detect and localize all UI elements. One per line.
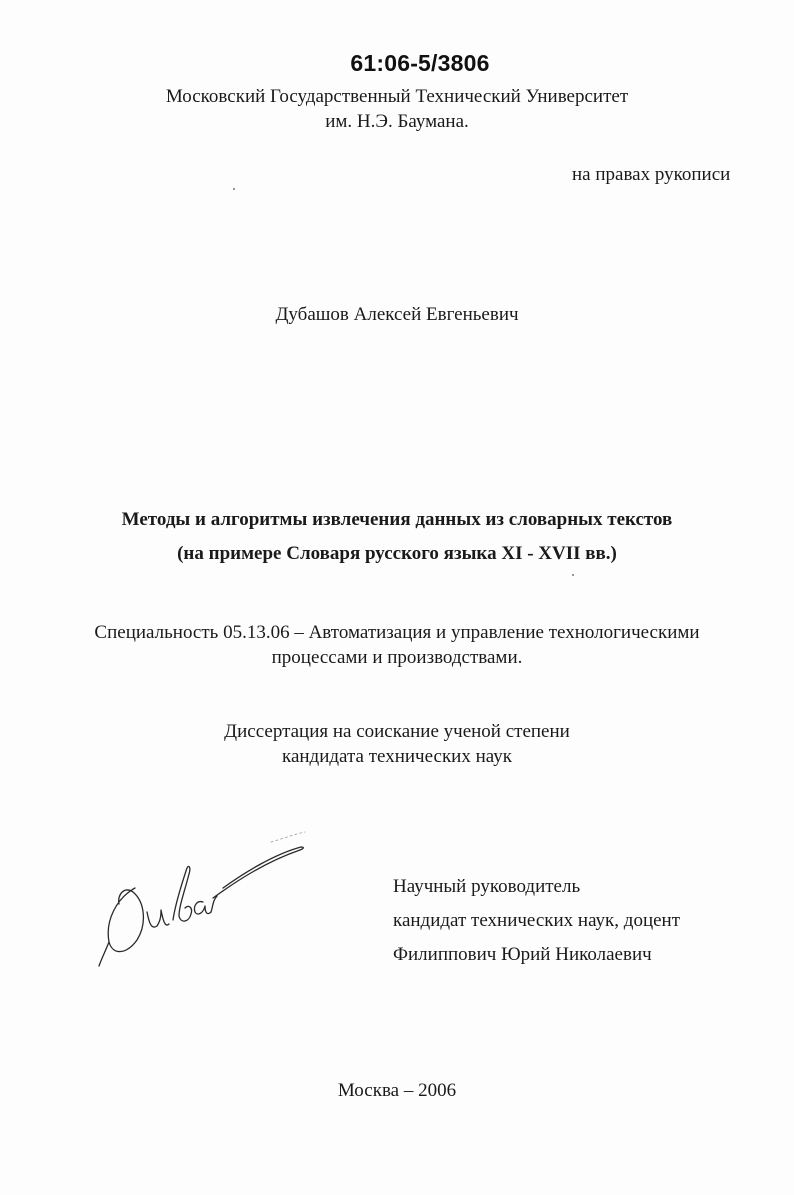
catalog-number: 61:06-5/3806 bbox=[350, 50, 490, 76]
scan-speck bbox=[233, 188, 235, 190]
university-line-2: им. Н.Э. Баумана. bbox=[325, 111, 469, 132]
author-name: Дубашов Алексей Евгеньевич bbox=[275, 304, 519, 325]
scan-speck bbox=[572, 574, 574, 576]
university-name bbox=[0, 84, 794, 134]
handwritten-signature bbox=[95, 820, 315, 980]
thesis-title-line-1: Методы и алгоритмы извлечения данных из словарных текстов bbox=[121, 509, 673, 530]
signature-letter-u bbox=[147, 910, 169, 927]
place-year: Москва – 2006 bbox=[337, 1080, 457, 1101]
signature-connector bbox=[211, 896, 217, 912]
thesis-title bbox=[0, 503, 794, 571]
advisor-role: Научный руководитель bbox=[393, 876, 581, 897]
specialty-line-1: Специальность 05.13.06 – Автоматизация и управление технологическими bbox=[94, 622, 700, 643]
advisor-degree: кандидат технических наук, доцент bbox=[393, 910, 681, 931]
dissertation-degree bbox=[0, 719, 794, 769]
dissertation-line-2: кандидата технических наук bbox=[282, 746, 512, 767]
signature-faint-stroke bbox=[271, 832, 305, 842]
scientific-advisor bbox=[393, 870, 680, 972]
university-line-1: Московский Государственный Технический Университет bbox=[165, 86, 629, 107]
signature-flourish bbox=[213, 847, 303, 898]
signature-letter-d bbox=[108, 888, 143, 952]
signature-letter-a bbox=[194, 902, 211, 914]
dissertation-line-1: Диссертация на соискание ученой степени bbox=[224, 721, 570, 742]
signature-tail bbox=[99, 942, 109, 966]
thesis-title-line-2: (на примере Словаря русского языка XI - XVII вв.) bbox=[177, 543, 617, 564]
specialty-line-2: процессами и производствами. bbox=[271, 647, 523, 668]
signature-letter-b bbox=[173, 866, 192, 921]
advisor-name: Филиппович Юрий Николаевич bbox=[393, 944, 652, 965]
manuscript-note: на правах рукописи bbox=[572, 164, 731, 185]
specialty bbox=[0, 620, 794, 670]
